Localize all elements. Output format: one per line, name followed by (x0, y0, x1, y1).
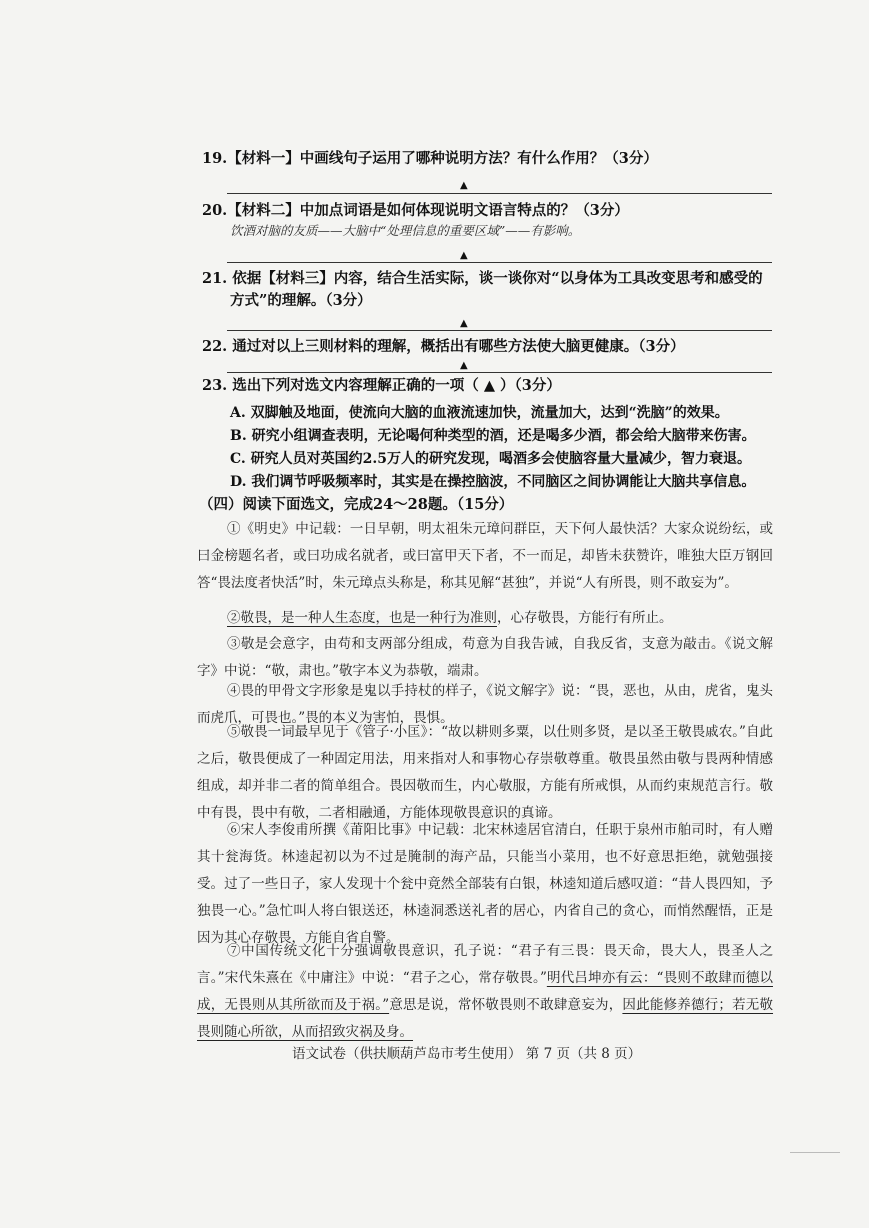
answer-mark: ▲ (460, 318, 468, 329)
question-20: 20.【材料二】中加点词语是如何体现说明文语言特点的？（3分） (202, 202, 629, 219)
paragraph-3: ③敬是会意字，由苟和支两部分组成，苟意为自我告诫，自我反省，支意为敲击。《说文解字》中说：“敬，肃也。”敬字本义为恭敬，端肃。 (197, 636, 773, 679)
paragraph-2-rest: ，心存敬畏，方能行有所止。 (497, 610, 673, 626)
question-23: 23. 选出下列对选文内容理解正确的一项（ ▲ ）（3分） (202, 377, 561, 394)
paragraph-7-part-c: 意思是说，常怀敬畏则不敢肆意妄为， (389, 997, 623, 1013)
paragraph-6: ⑥宋人李俊甫所撰《莆阳比事》中记载：北宋林逵居官清白，任职于泉州市舶司时，有人赠其十瓮海货。林逵起初以为不过是腌制的海产品，只能当小菜用，也不好意思拒绝，就勉强接受。过了一些日子，家人发现十个瓮中竟然全部装有白银，林逵知道后感叹道：“昔人畏四知，予独畏一心。”急忙叫人将白银送还，林逵洞悉送礼者的居心，内省自己的贪心，而悄然醒悟，正是因为其心存敬畏，方能自省自警。 (197, 822, 773, 946)
handwritten-answer-20: 饮酒对脑的友质——大脑中“处理信息的重要区域”——有影响。 (230, 223, 581, 238)
section-4-heading: （四）阅读下面选文，完成24～28题。（15分） (199, 496, 514, 513)
answer-mark: ▲ (460, 180, 468, 191)
paragraph-7-underlined-conclusion: 因此能修养德行；若无敬畏则随心所欲，从而招致灾祸及身。 (197, 997, 774, 1040)
paragraph-4: ④畏的甲骨文字形象是鬼以手持杖的样子，《说文解字》说：“畏，恶也，从由，虎省，鬼头而虎爪，可畏也。”畏的本义为害怕，畏惧。 (197, 683, 773, 726)
paragraph-7 (197, 938, 773, 1046)
option-b: B. 研究小组调查表明，无论喝何种类型的酒，还是喝多少酒，都会给大脑带来伤害。 (230, 428, 756, 444)
answer-mark: ▲ (460, 360, 468, 371)
answer-line-19 (227, 193, 772, 194)
question-21-line1: 21. 依据【材料三】内容，结合生活实际，谈一谈你对“以身体为工具改变思考和感受的 (202, 270, 763, 287)
answer-mark: ▲ (460, 250, 468, 261)
question-22: 22. 通过对以上三则材料的理解，概括出有哪些方法使大脑更健康。（3分） (202, 338, 685, 355)
answer-line-21 (227, 330, 772, 331)
paragraph-2-underlined: ②敬畏，是一种人生态度，也是一种行为准则 (227, 610, 497, 626)
option-c: C. 研究人员对英国约2.5万人的研究发现，喝酒多会使脑容量大量减少，智力衰退。 (230, 451, 751, 467)
corner-mark (790, 1152, 840, 1153)
option-a: A. 双脚触及地面，使流向大脑的血液流速加快，流量加大，达到“洗脑”的效果。 (230, 405, 729, 421)
paragraph-1: ①《明史》中记载：一日早朝，明太祖朱元璋问群臣，天下何人最快活？大家众说纷纭，或曰金榜题名者，或曰功成名就者，或曰富甲天下者，不一而足，却皆未获赞许，唯独大臣万钢回答“畏法度者快活”时，朱元璋点头称是，称其见解“甚独”，并说“人有所畏，则不敢妄为”。 (197, 521, 773, 591)
page-footer: 语文试卷（供扶顺葫芦岛市考生使用） 第 7 页（共 8 页） (292, 1046, 642, 1062)
answer-line-22 (227, 372, 772, 373)
option-d: D. 我们调节呼吸频率时，其实是在操控脑波，不同脑区之间协调能让大脑共享信息。 (230, 474, 756, 490)
paragraph-5: ⑤敬畏一词最早见于《管子·小匡》：“故以耕则多粟，以仕则多贤，是以圣王敬畏戚农。”自此之后，敬畏便成了一种固定用法，用来指对人和事物心存崇敬尊重。敬畏虽然由敬与畏两种情感组成，却并非二者的简单组合。畏因敬而生，内心敬服，方能有所戒惧，从而约束规范言行。敬中有畏，畏中有敬，二者相融通，方能体现敬畏意识的真谛。 (197, 724, 773, 821)
question-21-line2: 方式”的理解。（3分） (230, 292, 372, 309)
answer-line-20 (227, 262, 772, 263)
question-19: 19.【材料一】中画线句子运用了哪种说明方法？有什么作用？（3分） (202, 150, 658, 167)
paragraph-7-part-a: ⑦中国传统文化十分强调敬畏意识，孔子说：“君子有三畏：畏天命，畏大人，畏圣人之言。”宋代朱熹在《中庸注》中说：“君子之心，常存敬畏。” (197, 943, 773, 986)
paragraph-7-underlined-quote: 明代吕坤亦有云：“畏则不敢肆而德以成，无畏则从其所欲而及于祸。” (197, 970, 773, 1013)
paragraph-2 (197, 605, 773, 632)
